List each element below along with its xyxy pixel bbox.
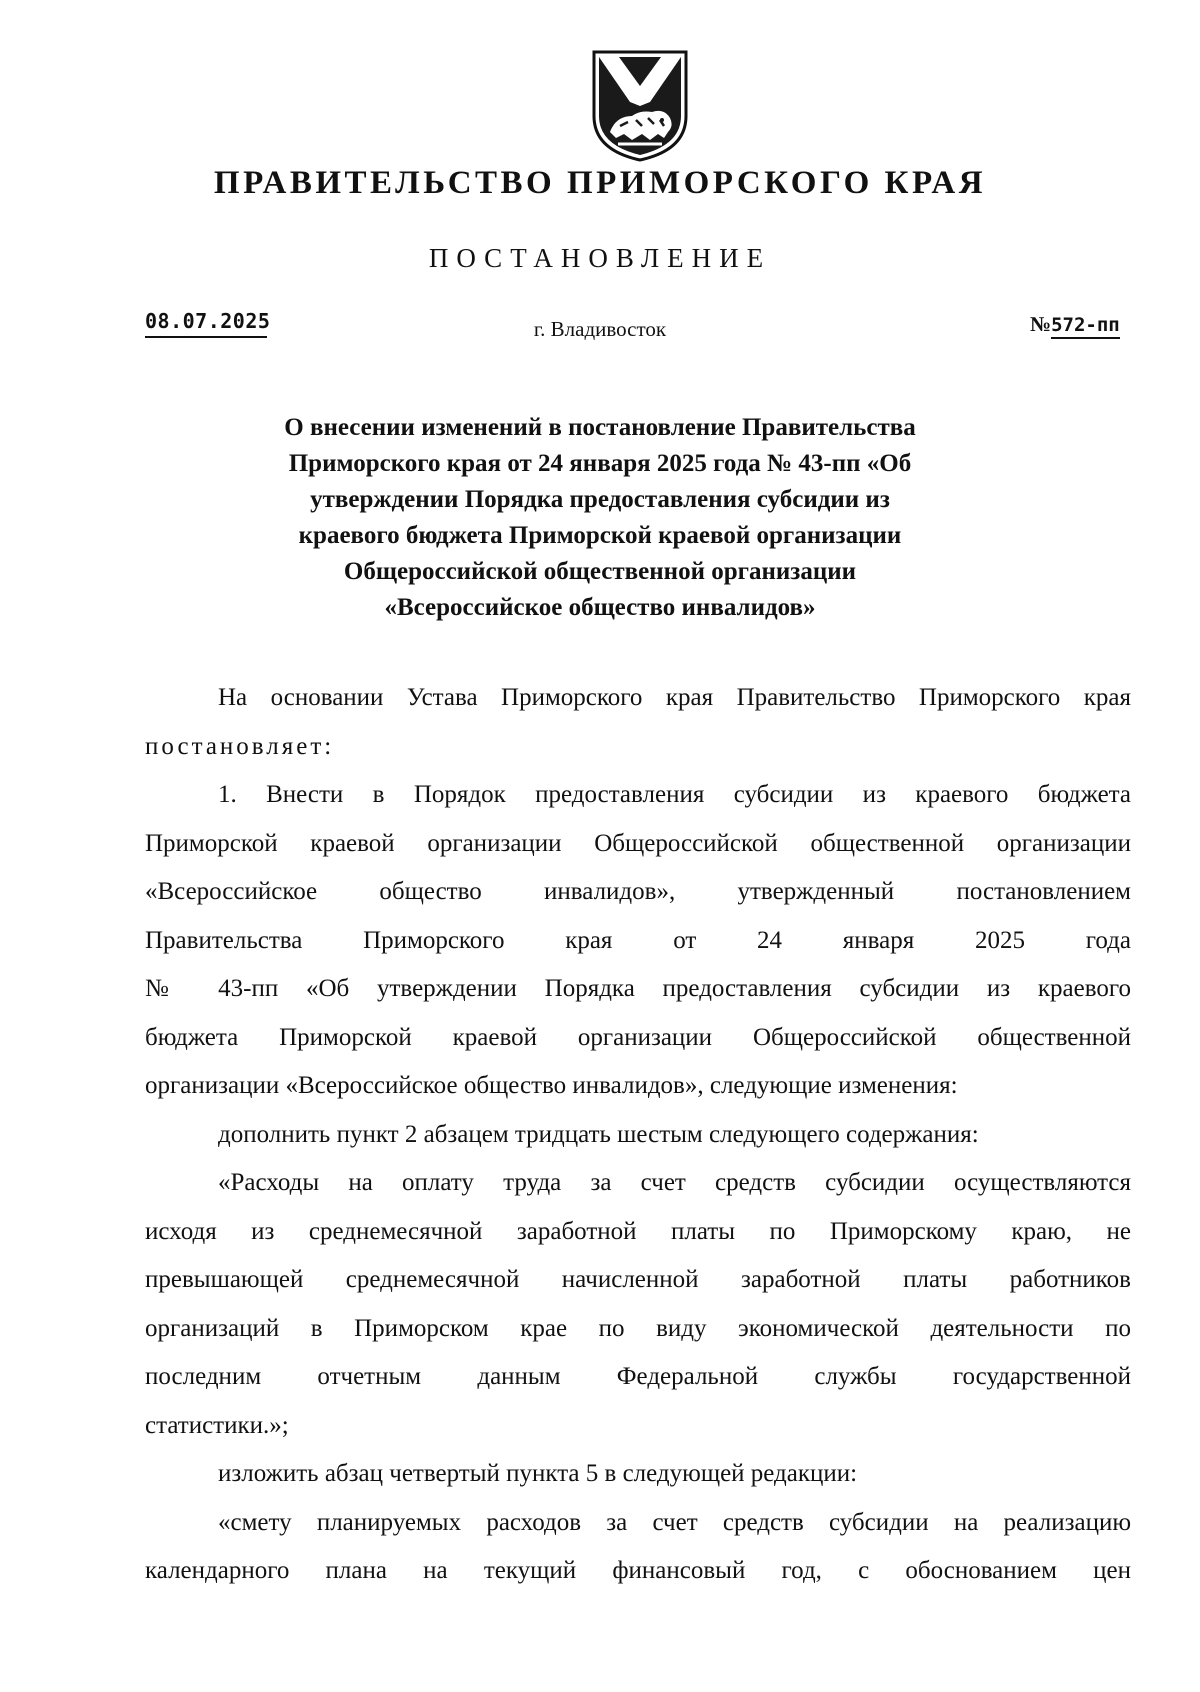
- heading-line: О внесении изменений в постановление Правительства: [284, 414, 916, 441]
- body-line: календарного плана на текущий финансовый год, с обоснованием цен: [145, 1557, 1131, 1584]
- number-sign: №: [1030, 312, 1052, 336]
- government-title: ПРАВИТЕЛЬСТВО ПРИМОРСКОГО КРАЯ: [213, 165, 987, 201]
- number-value: 572-пп: [1051, 314, 1120, 339]
- body-line: изложить абзац четвертый пункта 5 в следующей редакции:: [218, 1460, 858, 1487]
- body-line: исходя из среднемесячной заработной платы по Приморскому краю, не: [145, 1217, 1131, 1245]
- body-line: бюджета Приморской краевой организации Общероссийской общественной: [145, 1023, 1131, 1051]
- body-line-decree: постановляет:: [145, 732, 335, 760]
- heading-line: «Всероссийское общество инвалидов»: [384, 594, 816, 621]
- body-line: превышающей среднемесячной начисленной заработной платы работников: [145, 1266, 1131, 1293]
- body-line: организаций в Приморском крае по виду экономической деятельности по: [145, 1314, 1131, 1342]
- coat-of-arms-icon: [588, 46, 692, 164]
- body-line: 1. Внести в Порядок предоставления субсидии из краевого бюджета: [218, 781, 1131, 808]
- body-line: организации «Всероссийское общество инвалидов», следующие изменения:: [145, 1072, 958, 1099]
- body-line: «смету планируемых расходов за счет средств субсидии на реализацию: [218, 1508, 1131, 1536]
- document-body: [145, 674, 1131, 1596]
- document-date: 08.07.2025: [145, 309, 267, 338]
- document-heading: [150, 410, 1050, 626]
- document-number: [1030, 312, 1120, 337]
- body-line: дополнить пункт 2 абзацем тридцать шестым следующего содержания:: [218, 1120, 979, 1148]
- document-city: г. Владивосток: [533, 317, 667, 341]
- body-line: Правительства Приморского края от 24 января 2025 года: [145, 926, 1131, 954]
- body-line: № 43-пп «Об утверждении Порядка предоставления субсидии из краевого: [145, 975, 1131, 1002]
- body-line: последним отчетным данным Федеральной службы государственной: [145, 1363, 1131, 1390]
- heading-line: Приморского края от 24 января 2025 года № 43-пп «Об: [288, 450, 912, 477]
- body-line: статистики.»;: [145, 1411, 289, 1439]
- body-line: «Всероссийское общество инвалидов», утвержденный постановлением: [145, 878, 1131, 905]
- body-line: Приморской краевой организации Общероссийской общественной организации: [145, 829, 1131, 857]
- body-line: На основании Устава Приморского края Правительство Приморского края: [218, 684, 1131, 711]
- heading-line: Общероссийской общественной организации: [343, 558, 857, 585]
- heading-line: краевого бюджета Приморской краевой организации: [298, 522, 902, 549]
- document-type: ПОСТАНОВЛЕНИЕ: [428, 243, 772, 273]
- body-line: «Расходы на оплату труда за счет средств субсидии осуществляются: [218, 1169, 1131, 1196]
- heading-line: утверждении Порядка предоставления субсидии из: [310, 486, 890, 513]
